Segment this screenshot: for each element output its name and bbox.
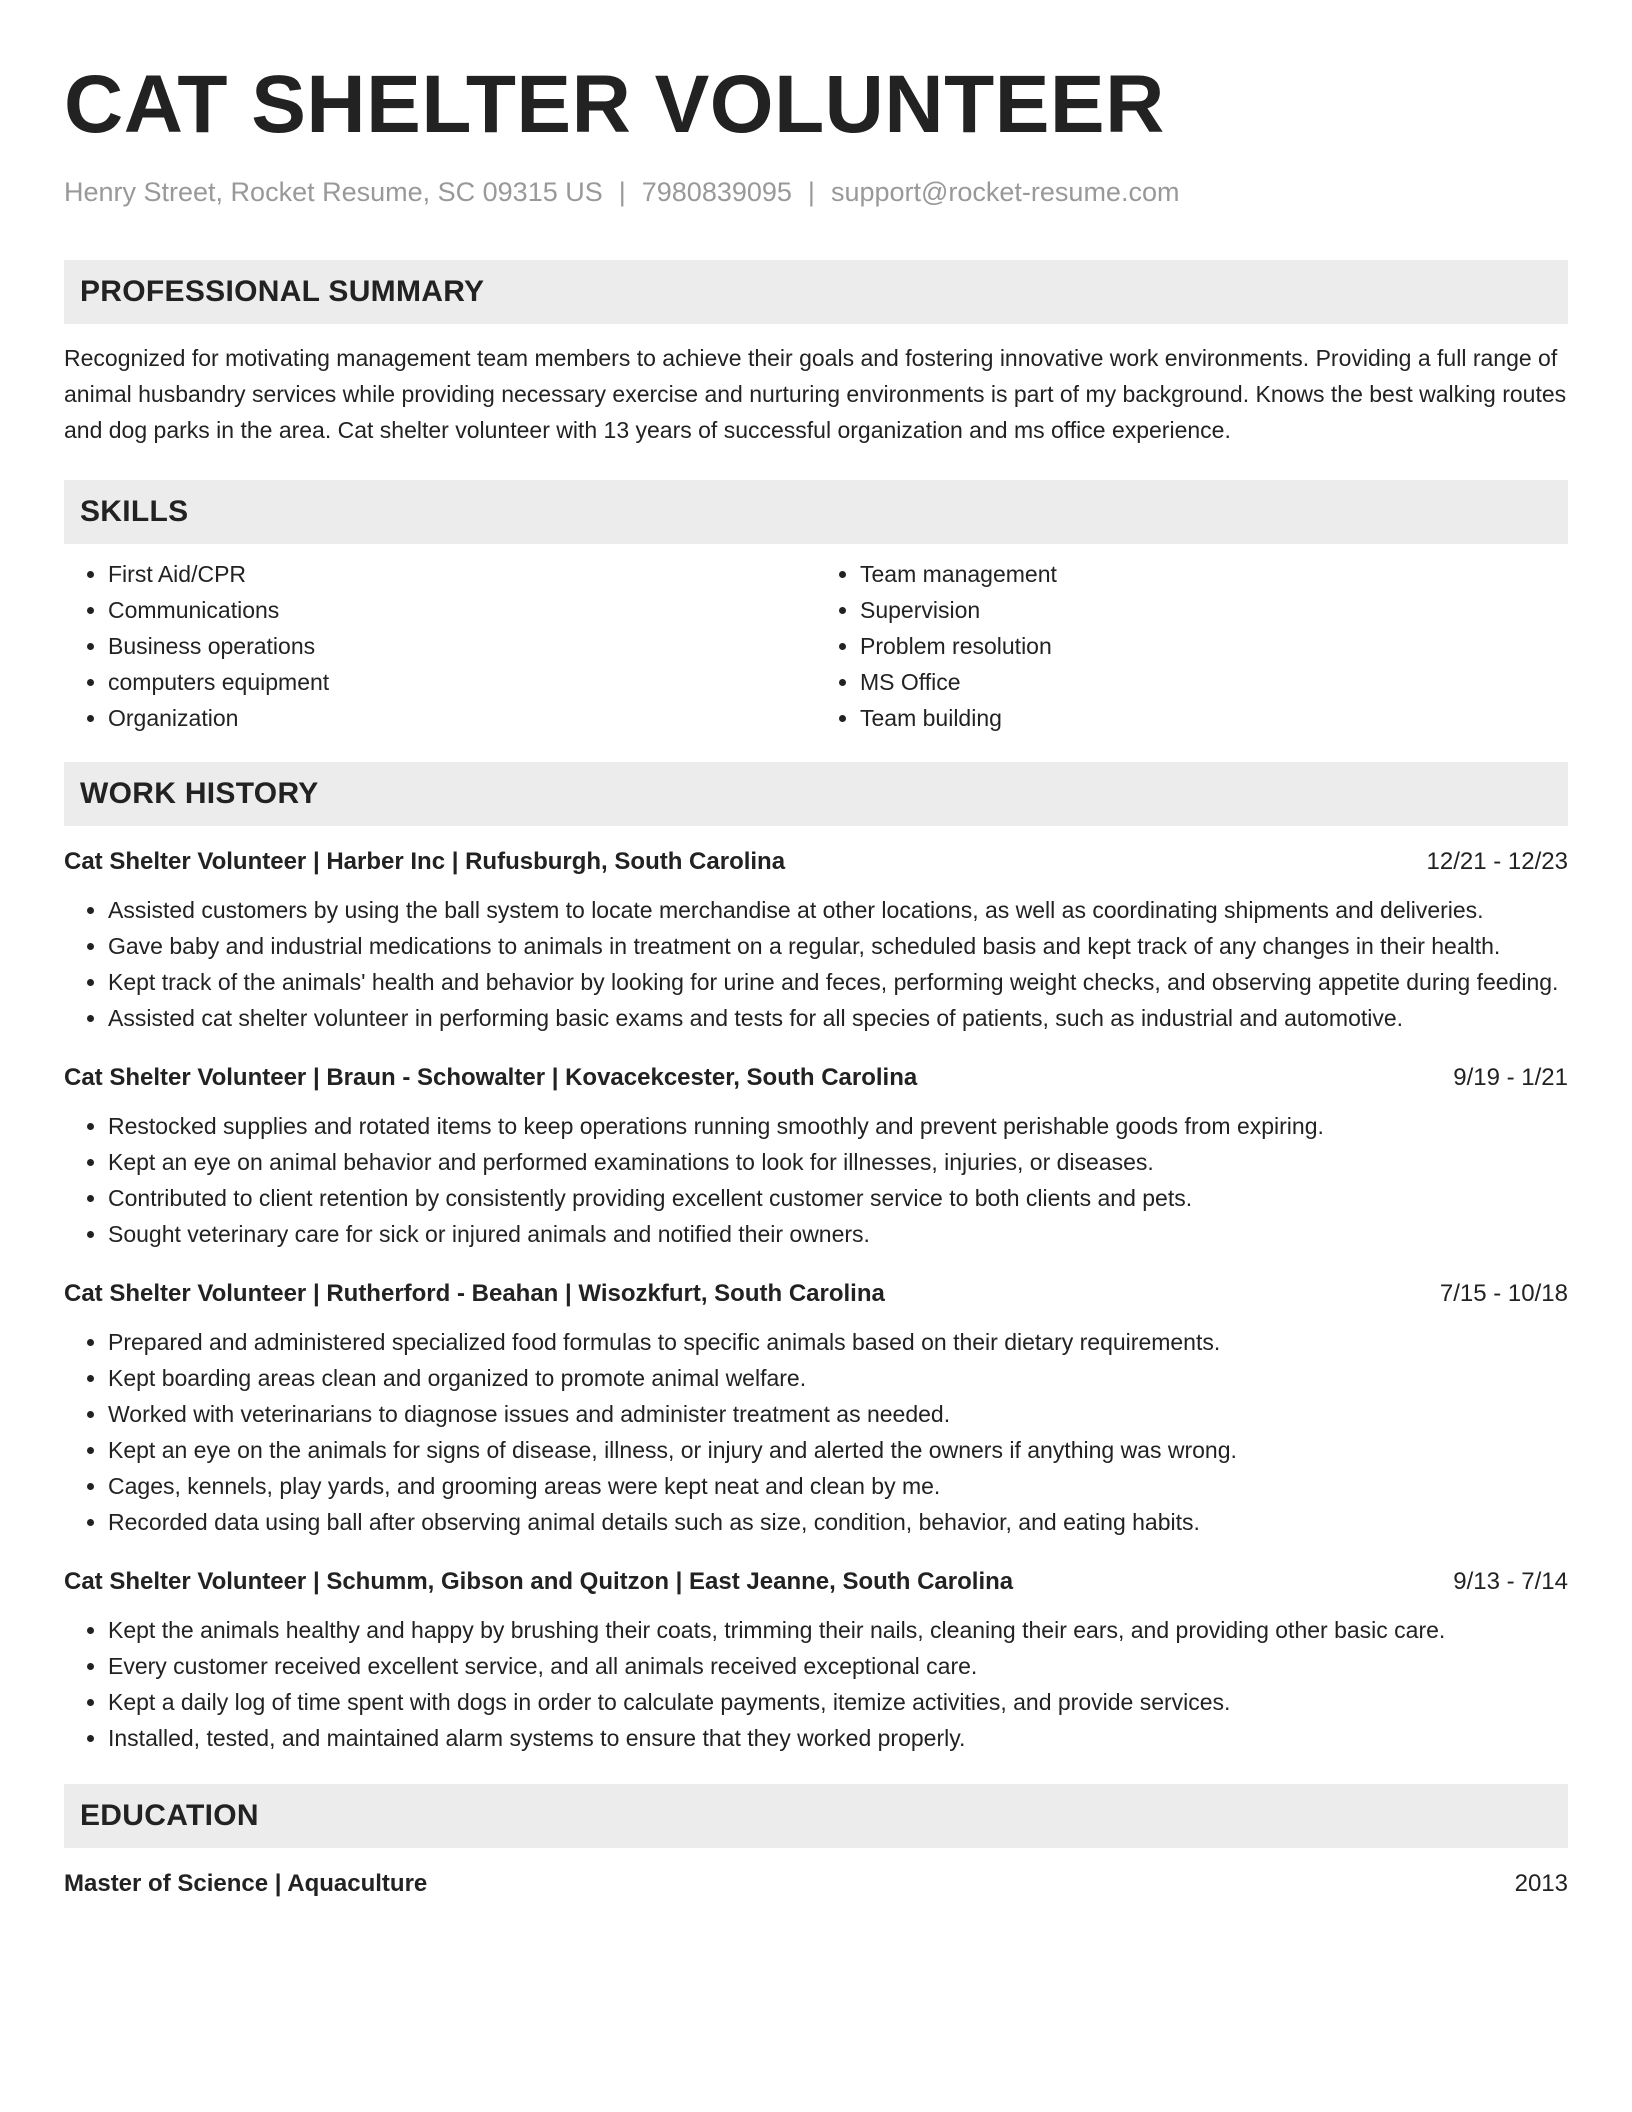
- job-bullet: • Cages, kennels, play yards, and grooming areas were kept neat and clean by me.: [108, 1468, 1568, 1504]
- job-bullets: [64, 1612, 1568, 1756]
- job-bullet: • Kept an eye on the animals for signs of disease, illness, or injury and alerted the owners if anything was wrong.: [108, 1432, 1568, 1468]
- job-entry: [64, 846, 1568, 1036]
- skill-item: • Team management: [860, 556, 1568, 592]
- job-bullet: • Kept track of the animals' health and behavior by looking for urine and feces, performing weight checks, and observing appetite during feeding.: [108, 964, 1568, 1000]
- job-bullet: • Sought veterinary care for sick or injured animals and notified their owners.: [108, 1216, 1568, 1252]
- job-bullet: • Kept boarding areas clean and organized to promote animal welfare.: [108, 1360, 1568, 1396]
- skill-item: • Team building: [860, 700, 1568, 736]
- contact-separator: |: [618, 177, 626, 207]
- section-header-summary: PROFESSIONAL SUMMARY: [64, 260, 1568, 324]
- job-bullet: • Assisted cat shelter volunteer in performing basic exams and tests for all species of patients, such as industrial and automotive.: [108, 1000, 1568, 1036]
- resume-name: CAT SHELTER VOLUNTEER: [64, 59, 1165, 150]
- contact-email: support@rocket-resume.com: [830, 177, 1180, 207]
- skill-item: • computers equipment: [108, 664, 816, 700]
- job-bullets: [64, 1108, 1568, 1252]
- job-heading: Cat Shelter Volunteer | Schumm, Gibson and Quitzon | East Jeanne, South Carolina: [64, 1568, 1014, 1596]
- summary-text: Recognized for motivating management team members to achieve their goals and fostering innovative work environments. Providing a full range of animal husbandry services while providing necessary exercise and nurturing environments is part of my background. Knows the best walking routes and dog parks in the area. Cat shelter volunteer with 13 years of successful organization and ms office experience.: [64, 345, 1567, 444]
- job-dates: 9/13 - 7/14: [1453, 1568, 1568, 1596]
- job-dates: 12/21 - 12/23: [1426, 848, 1568, 876]
- skills-column-right: [816, 556, 1568, 736]
- job-bullet: • Recorded data using ball after observing animal details such as size, condition, behavior, and eating habits.: [108, 1504, 1568, 1540]
- job-title-row: [64, 1062, 1568, 1094]
- job-dates: 9/19 - 1/21: [1453, 1064, 1568, 1092]
- job-title-row: [64, 1278, 1568, 1310]
- job-bullet: • Worked with veterinarians to diagnose issues and administer treatment as needed.: [108, 1396, 1568, 1432]
- skill-item: • Business operations: [108, 628, 816, 664]
- job-bullet: • Prepared and administered specialized food formulas to specific animals based on their dietary requirements.: [108, 1324, 1568, 1360]
- job-bullet: • Kept the animals healthy and happy by brushing their coats, trimming their nails, cleaning their ears, and providing other basic care.: [108, 1612, 1568, 1648]
- skills-column-left: [64, 556, 816, 736]
- job-title-row: [64, 1566, 1568, 1598]
- skill-item: • Supervision: [860, 592, 1568, 628]
- skill-item: • MS Office: [860, 664, 1568, 700]
- contact-phone: 7980839095: [641, 177, 792, 207]
- section-header-work-history: WORK HISTORY: [64, 762, 1568, 826]
- job-entry: [64, 1278, 1568, 1540]
- section-header-education: EDUCATION: [64, 1784, 1568, 1848]
- skill-item: • Communications: [108, 592, 816, 628]
- job-dates: 7/15 - 10/18: [1439, 1280, 1568, 1308]
- section-header-skills: SKILLS: [64, 480, 1568, 544]
- job-bullet: • Installed, tested, and maintained alarm systems to ensure that they worked properly.: [108, 1720, 1568, 1756]
- job-bullet: • Restocked supplies and rotated items to keep operations running smoothly and prevent perishable goods from expiring.: [108, 1108, 1568, 1144]
- education-entry: [64, 1868, 1568, 1900]
- job-bullet: • Contributed to client retention by consistently providing excellent customer service to both clients and pets.: [108, 1180, 1568, 1216]
- job-heading: Cat Shelter Volunteer | Braun - Schowalter | Kovacekcester, South Carolina: [64, 1064, 918, 1092]
- job-entry: [64, 1062, 1568, 1252]
- contact-address: Henry Street, Rocket Resume, SC 09315 US: [64, 177, 603, 207]
- skill-item: • Organization: [108, 700, 816, 736]
- job-bullet: • Kept a daily log of time spent with dogs in order to calculate payments, itemize activities, and provide services.: [108, 1684, 1568, 1720]
- job-bullet: • Gave baby and industrial medications to animals in treatment on a regular, scheduled basis and kept track of any changes in their health.: [108, 928, 1568, 964]
- education-year: 2013: [1514, 1870, 1568, 1898]
- contact-line: [64, 176, 1568, 208]
- job-bullet: • Kept an eye on animal behavior and performed examinations to look for illnesses, injuries, or diseases.: [108, 1144, 1568, 1180]
- skill-item: • Problem resolution: [860, 628, 1568, 664]
- job-title-row: [64, 846, 1568, 878]
- contact-separator: |: [807, 177, 815, 207]
- skill-item: • First Aid/CPR: [108, 556, 816, 592]
- job-bullets: [64, 1324, 1568, 1540]
- job-bullet: • Every customer received excellent service, and all animals received exceptional care.: [108, 1648, 1568, 1684]
- education-degree: Master of Science | Aquaculture: [64, 1870, 428, 1898]
- job-heading: Cat Shelter Volunteer | Harber Inc | Rufusburgh, South Carolina: [64, 848, 786, 876]
- job-entry: [64, 1566, 1568, 1756]
- job-heading: Cat Shelter Volunteer | Rutherford - Beahan | Wisozkfurt, South Carolina: [64, 1280, 885, 1308]
- skills-list: [64, 556, 1568, 736]
- job-bullets: [64, 892, 1568, 1036]
- job-bullet: • Assisted customers by using the ball system to locate merchandise at other locations, as well as coordinating shipments and deliveries.: [108, 892, 1568, 928]
